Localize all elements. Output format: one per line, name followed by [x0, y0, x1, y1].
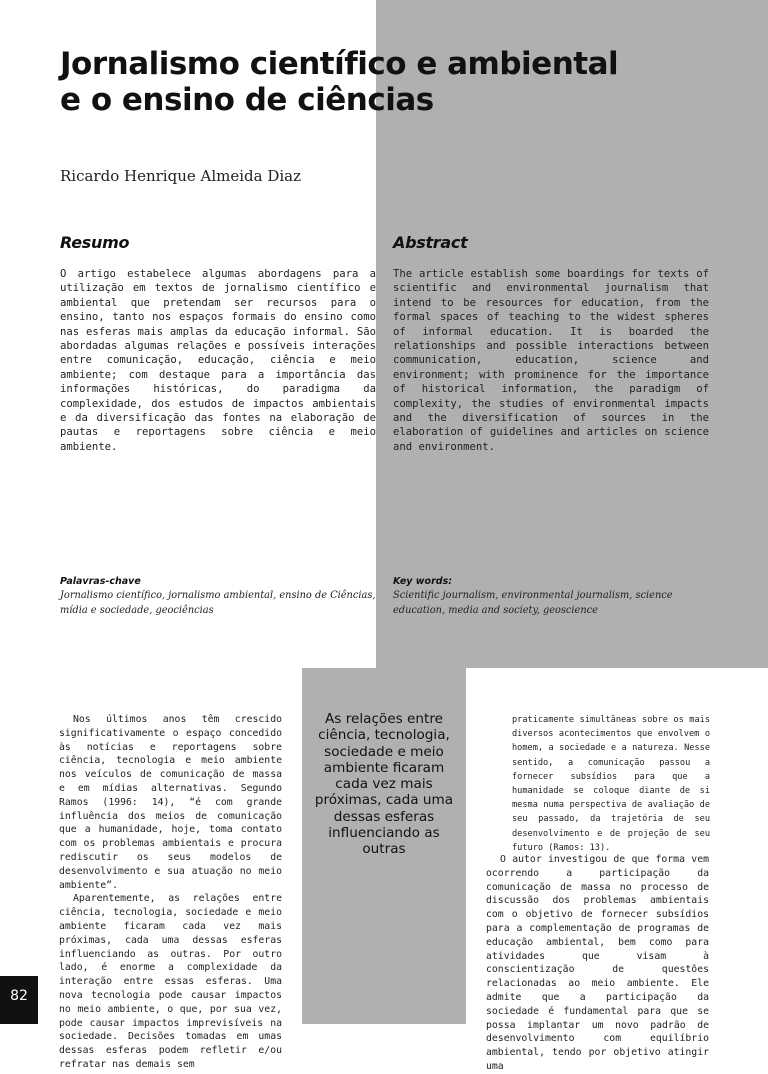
block-quote: praticamente simultâneas sobre os mais diversos acontecimentos que envolvem o homem, a sociedade e a natureza. Nesse sentido, a comunicação passou a fornecer subsídios para que a humanidade se coloque diante de si mesma numa perspectiva de avaliação de seu passado, da trajetória de seu desenvolvimento e de projeção de seu futuro (Ramos: 13).: [512, 715, 710, 853]
title-line-1: Jornalismo científico e ambiental: [60, 46, 619, 82]
body-paragraph: Aparentemente, as relações entre ciência, tecnologia, sociedade e meio ambiente ficaram cada vez mais próximas, cada uma dessas esferas influenciando as outras. Por outro lado, é enorme a complexidade da interação entre essas esferas. Uma nova tecnologia pode causar impactos no meio ambiente, o que, por sua vez, pode causar impactos imprevisíveis na sociedade. Decisões tomadas em umas dessas esferas podem refletir e/ou refratar nas demais sem: [59, 893, 282, 1070]
pull-quote: As relações entre ciência, tecnologia, sociedade e meio ambiente ficaram cada vez mais próximas, cada uma dessas esferas influenciando as outras: [314, 711, 454, 858]
resumo-text: O artigo estabelece algumas abordagens para a utilização em textos de jornalismo científico e ambiental que pretendam ser recursos para o ensino, tanto nos espaços formais do ensino como nas esferas mais amplas da educação informal. São abordadas algumas relações e possíveis interações entre comunicação, educação, ciência e meio ambiente; com destaque para a importância das informações históricas, do paradigma da complexidade, dos estudos de impactos ambientais e da diversificação das fontes na elaboração de pautas e reportagens sobre ciência e meio ambiente.: [60, 268, 376, 453]
body-column-2: [486, 853, 709, 1074]
keywords-pt: Jornalismo científico, jornalismo ambiental, ensino de Ciências, mídia e sociedade, geociências: [60, 590, 376, 616]
body-column-1: [59, 713, 282, 1072]
article-title: [60, 46, 680, 118]
body-paragraph: Nos últimos anos têm crescido significativamente o espaço concedido às notícias e reportagens sobre ciência, tecnologia e meio ambiente nos veículos de comunicação de massa e em mídias alternativas. Segundo Ramos (1996: 14), “é com grande influência dos meios de comunicação que a humanidade, hoje, toma contato com os problemas ambientais e procura rediscutir os seus modelos de desenvolvimento e sua atuação no meio ambiente”.: [59, 714, 282, 891]
abstract-text: The article establish some boardings for texts of scientific and environmental journalism that intend to be resources for education, from the formal spaces of teaching to the widest spheres of informal education. It is boarded the relationships and possible interactions between communication, education, science and environment; with prominence for the importance of historical information, the paradigm of complexity, the studies of environmental impacts and the diversification of sources in the elaboration of guidelines and articles on science and environment.: [393, 268, 709, 453]
title-line-2: e o ensino de ciências: [60, 82, 434, 118]
keywords-pt-label: Palavras-chave: [60, 576, 141, 587]
keywords-en-label: Key words:: [393, 576, 453, 587]
keywords-en: Scientific journalism, environmental journalism, science education, media and society, geoscience: [393, 590, 673, 616]
body-paragraph: O autor investigou de que forma vem ocorrendo a participação da comunicação de massa no processo de discussão dos problemas ambientais com o objetivo de fornecer subsídios para a complementação de programas de educação ambiental, bem como para atividades que visam à conscientização de questões relacionadas ao meio ambiente. Ele admite que a participação da sociedade é fundamental para que se possa implantar um novo padrão de desenvolvimento com equilíbrio ambiental, tendo por objetivo atingir uma: [486, 854, 709, 1072]
author-name: Ricardo Henrique Almeida Diaz: [60, 167, 302, 185]
page-number: 82: [10, 988, 28, 1004]
resumo-heading: Resumo: [60, 233, 130, 252]
abstract-heading: Abstract: [393, 233, 468, 252]
